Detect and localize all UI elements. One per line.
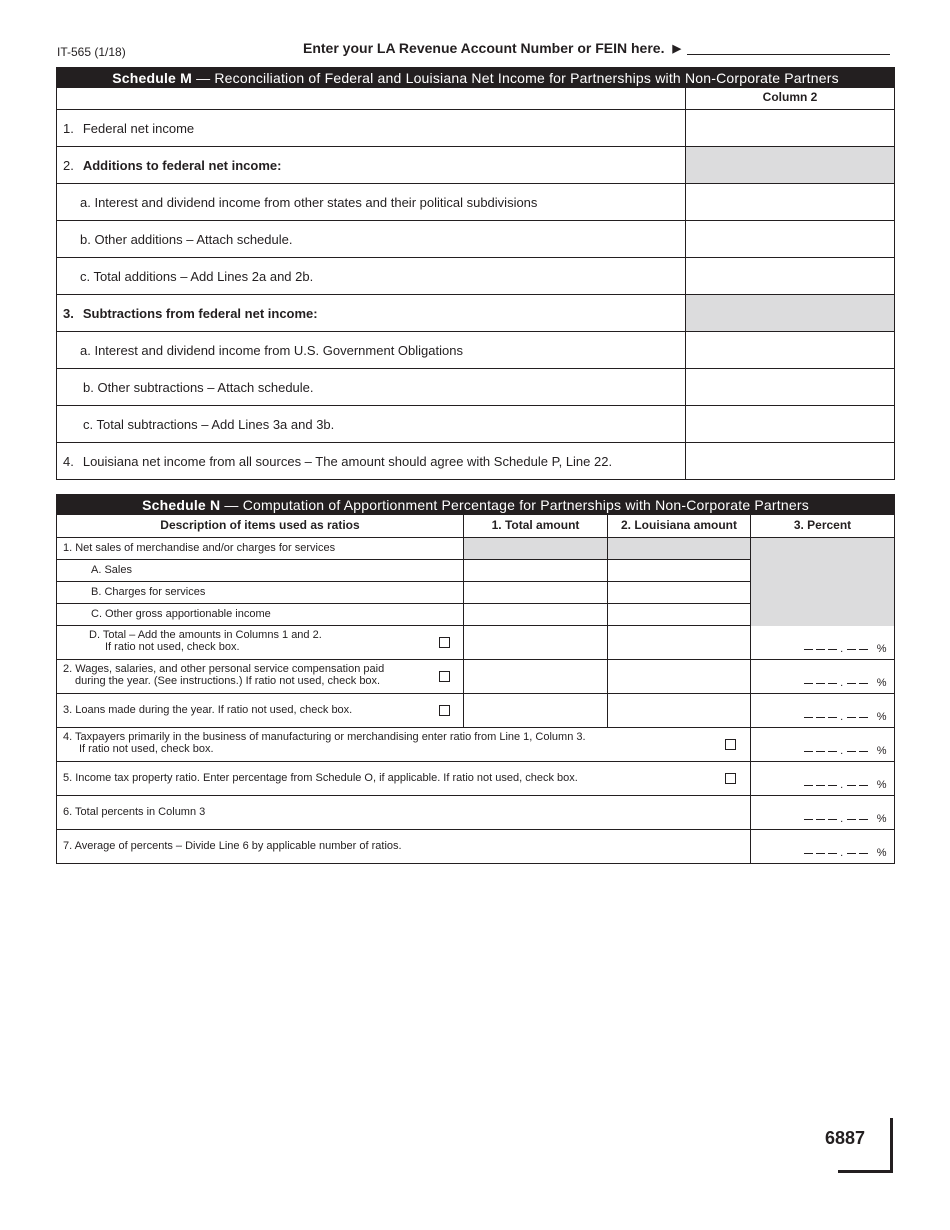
n-line-2-label-b: during the year. (See instructions.) If ratio not used, check box. [75,675,381,687]
line-2-label: Additions to federal net income: [82,157,282,173]
line-4-num: 4. [63,453,74,469]
n-line-2-total-input[interactable] [464,660,608,693]
n-line-1d-total-input[interactable] [464,626,608,659]
n-line-7-row [57,829,894,863]
n-line-6-row [57,795,894,829]
percent-blank: . % [804,745,887,757]
n-line-1b-label: B. Charges for services [57,582,464,603]
schedule-m-desc-header [57,88,686,109]
line-3b-row [57,368,894,405]
line-3a-label: a. Interest and dividend income from U.S. Government Obligations [80,342,463,358]
n-line-4-label [57,728,751,761]
line-3a-input[interactable] [686,332,894,368]
n-line-1c-total-input[interactable] [464,604,608,625]
n-line-1c-louisiana-input[interactable] [608,604,751,625]
n-line-3-row [57,693,894,727]
n-line-6-text: 6. Total percents in Column 3 [63,806,206,818]
page-number: 6887 [825,1128,866,1148]
line-2-shaded-cell [686,147,894,183]
line-2c-label: c. Total additions – Add Lines 2a and 2b. [80,268,314,284]
n-line-1d-label [57,626,464,659]
n-line-5-text: 5. Income tax property ratio. Enter percentage from Schedule O, if applicable. If ratio not used, check box. [63,772,578,784]
line-4-label: Louisiana net income from all sources – The amount should agree with Schedule P, Line 22. [82,453,613,469]
desc-column-header: Description of items used as ratios [57,515,464,537]
n-line-1d-louisiana-input[interactable] [608,626,751,659]
line-3-shaded-cell [686,295,894,331]
line-3-label: Subtractions from federal net income: [82,305,318,321]
percent-blank: . % [804,813,887,825]
form-id: IT-565 (1/18) [57,45,126,59]
louisiana-amount-column-header: 2. Louisiana amount [608,515,751,537]
schedule-n-title-bold: Schedule N [142,497,221,513]
n-line-7-percent-input[interactable] [751,830,894,863]
column-2-header: Column 2 [762,90,818,104]
percent-blank: . % [804,677,887,689]
n-line-6-label [57,796,751,829]
line-2-not-used-checkbox[interactable] [439,671,450,682]
line-1d-not-used-checkbox[interactable] [439,637,450,648]
line-2-num: 2. [63,157,74,173]
n-line-1-row [57,537,894,559]
n-line-1b-row [57,581,894,603]
percent-blank: . % [804,711,887,723]
n-line-2-label [57,660,464,693]
n-line-3-percent-input[interactable] [751,694,894,727]
schedule-m-title [57,68,894,88]
line-3b-input[interactable] [686,369,894,405]
schedule-n-title-rest: — Computation of Apportionment Percentage for Partnerships with Non-Corporate Partners [220,497,809,513]
line-1-input[interactable] [686,110,894,146]
n-line-5-percent-input[interactable] [751,762,894,795]
total-amount-column-header: 1. Total amount [464,515,608,537]
n-line-1-label: 1. Net sales of merchandise and/or charges for services [57,538,464,559]
line-2b-label: b. Other additions – Attach schedule. [80,231,293,247]
n-line-5-label [57,762,751,795]
corner-mark-vertical [890,1118,893,1173]
account-number-field[interactable] [687,41,890,55]
line-4-input[interactable] [686,443,894,479]
line-4-not-used-checkbox[interactable] [725,739,736,750]
n-line-5-row [57,761,894,795]
n-line-3-text: 3. Loans made during the year. If ratio not used, check box. [63,704,353,716]
n-line-1d-label-a: D. Total – Add the amounts in Columns 1 and 2. [89,629,322,641]
line-2c-row [57,257,894,294]
n-line-1a-label: A. Sales [57,560,464,581]
n-line-1b-total-input[interactable] [464,582,608,603]
n-line-4-percent-input[interactable] [751,728,894,761]
n-line-1-total-shaded [464,538,608,559]
percent-blank: . % [804,779,887,791]
schedule-n [56,494,895,864]
n-line-3-louisiana-input[interactable] [608,694,751,727]
n-line-3-total-input[interactable] [464,694,608,727]
line-1-row [57,109,894,146]
schedule-m-title-bold: Schedule M [112,70,192,86]
n-line-1-louisiana-shaded [608,538,751,559]
line-3a-row [57,331,894,368]
line-2b-row [57,220,894,257]
n-line-2-label-a: 2. Wages, salaries, and other personal service compensation paid [63,663,385,675]
n-line-6-percent-input[interactable] [751,796,894,829]
line-1-label: Federal net income [82,120,195,136]
line-3c-label: c. Total subtractions – Add Lines 3a and 3b. [83,416,335,432]
schedule-m [56,67,895,480]
schedule-n-header-row [57,515,894,537]
corner-mark-horizontal [838,1170,893,1173]
line-1-num: 1. [63,120,74,136]
line-2a-label: a. Interest and dividend income from other states and their political subdivisions [80,194,538,210]
n-line-4-label-a: 4. Taxpayers primarily in the business of manufacturing or merchandising enter ratio from Line 1, Column 3. [63,731,586,743]
percent-blank: . % [804,643,887,655]
n-line-2-row [57,659,894,693]
n-line-1a-total-input[interactable] [464,560,608,581]
account-number-prompt [303,40,890,56]
n-line-1d-percent-input[interactable] [751,626,894,659]
n-line-3-label [57,694,464,727]
line-2-row [57,146,894,183]
n-line-2-percent-input[interactable] [751,660,894,693]
n-line-1a-louisiana-input[interactable] [608,560,751,581]
line-4-row [57,442,894,479]
schedule-m-column-header-row [57,88,894,109]
n-line-1d-label-b: If ratio not used, check box. [105,641,240,653]
line-3c-input[interactable] [686,406,894,442]
line-5-not-used-checkbox[interactable] [725,773,736,784]
line-2a-input[interactable] [686,184,894,220]
line-3b-label: b. Other subtractions – Attach schedule. [83,379,314,395]
triangle-right-icon: ▶ [672,42,681,55]
n-line-1c-row [57,603,894,625]
n-line-1a-row [57,559,894,581]
n-line-7-label [57,830,751,863]
n-line-7-text: 7. Average of percents – Divide Line 6 by applicable number of ratios. [63,840,402,852]
line-2b-input[interactable] [686,221,894,257]
line-1-group [57,537,894,625]
percent-column-header: 3. Percent [793,518,852,532]
n-line-4-label-b: If ratio not used, check box. [79,743,214,755]
n-line-1b-louisiana-input[interactable] [608,582,751,603]
percent-blank: . % [804,847,887,859]
schedule-m-title-rest: — Reconciliation of Federal and Louisiana Net Income for Partnerships with Non-Corporate Partners [191,70,839,86]
line-2a-row [57,183,894,220]
n-line-4-row [57,727,894,761]
line-2c-input[interactable] [686,258,894,294]
n-line-1c-label: C. Other gross apportionable income [57,604,464,625]
schedule-n-title [57,495,894,515]
line-3-num: 3. [63,305,74,321]
n-line-1d-row [57,625,894,659]
line-3c-row [57,405,894,442]
n-line-2-louisiana-input[interactable] [608,660,751,693]
line-3-row [57,294,894,331]
account-prompt-text: Enter your LA Revenue Account Number or FEIN here. [303,40,665,56]
line-3-not-used-checkbox[interactable] [439,705,450,716]
